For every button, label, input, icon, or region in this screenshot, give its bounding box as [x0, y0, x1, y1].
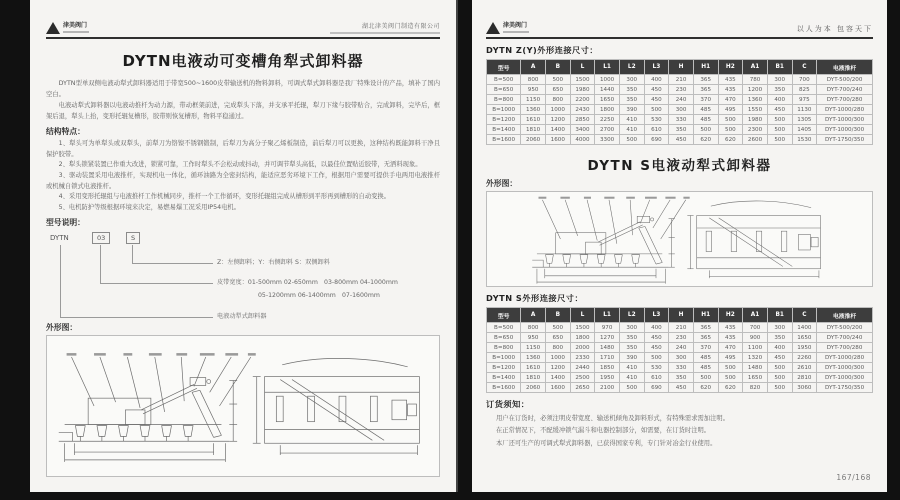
table-cell: 1810 — [521, 125, 546, 135]
table-cell: 500 — [718, 125, 743, 135]
table-cell: 690 — [644, 135, 669, 145]
column-header: H1 — [693, 308, 718, 323]
table-cell: DYT-1750/350 — [817, 135, 873, 145]
table2-heading: DYTN S外形连接尺寸： — [486, 293, 584, 303]
table-cell: 1150 — [521, 95, 546, 105]
table-cell: 300 — [619, 75, 644, 85]
column-header: L3 — [644, 60, 669, 75]
table-cell: 970 — [595, 323, 620, 333]
column-header: L3 — [644, 308, 669, 323]
logo-text: 津美阀门 — [63, 22, 88, 30]
table-cell: 800 — [521, 75, 546, 85]
order-note-3: 本厂还可生产的可调式犁式卸料器，已获得国家专利，专门针对冶金行业使用。 — [496, 439, 717, 447]
table-cell: 300 — [619, 323, 644, 333]
table-row — [487, 75, 873, 85]
table-cell: 2500 — [570, 373, 595, 383]
table-cell: 500 — [767, 363, 792, 373]
table-cell: B=650 — [487, 333, 521, 343]
table-cell: 1810 — [521, 373, 546, 383]
table-cell: 500 — [545, 75, 570, 85]
table-cell: 1650 — [792, 333, 817, 343]
table-cell: 500 — [718, 363, 743, 373]
dimension-table-zy — [486, 59, 873, 145]
table-cell: 620 — [693, 135, 718, 145]
notes-heading: 订货须知： — [486, 399, 530, 409]
table-cell: DYT-1000/300 — [817, 373, 873, 383]
model-prefix: DYTN — [50, 234, 69, 243]
table-row — [487, 333, 873, 343]
table-cell: 610 — [644, 373, 669, 383]
table-row — [487, 105, 873, 115]
table-cell: DYT-700/240 — [817, 85, 873, 95]
table-cell: 620 — [718, 135, 743, 145]
table-cell: 1305 — [792, 115, 817, 125]
table-cell: 450 — [767, 353, 792, 363]
column-header: C — [792, 60, 817, 75]
table-cell: 825 — [792, 85, 817, 95]
table-cell: 780 — [743, 75, 768, 85]
table-cell: 500 — [767, 115, 792, 125]
table-row — [487, 343, 873, 353]
outline-heading-right: 外形图： — [486, 179, 518, 188]
table-cell: 1610 — [521, 115, 546, 125]
table-cell: 485 — [693, 363, 718, 373]
table-cell: 500 — [718, 115, 743, 125]
table-cell: 975 — [792, 95, 817, 105]
table-cell: 390 — [619, 105, 644, 115]
table-cell: 450 — [644, 85, 669, 95]
catalog-page-left — [30, 0, 458, 492]
page-title: DYTN电液动可变槽角犁式卸料器 — [122, 52, 364, 70]
table-cell: 620 — [718, 383, 743, 393]
table-cell: B=500 — [487, 323, 521, 333]
table-cell: 300 — [767, 75, 792, 85]
table-cell: 1650 — [743, 373, 768, 383]
column-header: L1 — [595, 60, 620, 75]
technical-drawing — [487, 192, 872, 286]
table-row — [487, 363, 873, 373]
table-cell: 1360 — [743, 95, 768, 105]
table-cell: 1950 — [595, 373, 620, 383]
table-cell: 1400 — [792, 323, 817, 333]
table-cell: 450 — [644, 333, 669, 343]
table-header-row — [487, 308, 873, 323]
table-cell: DYT-1000/300 — [817, 115, 873, 125]
table-cell: B=800 — [487, 343, 521, 353]
table-cell: 300 — [669, 105, 694, 115]
table-cell: 500 — [619, 135, 644, 145]
table-row — [487, 95, 873, 105]
table-cell: 1150 — [521, 343, 546, 353]
table-cell: 470 — [718, 95, 743, 105]
table-cell: 330 — [669, 363, 694, 373]
company-subtext-line — [330, 32, 440, 34]
model-heading: 型号说明： — [46, 218, 85, 228]
table-cell: 400 — [644, 75, 669, 85]
column-header: B — [545, 60, 570, 75]
dimension-table-s — [486, 307, 873, 393]
column-header: H2 — [718, 60, 743, 75]
table-cell: 3060 — [792, 383, 817, 393]
table-cell: 1710 — [595, 353, 620, 363]
table-cell: 1400 — [545, 125, 570, 135]
table-cell: 410 — [619, 373, 644, 383]
table-row — [487, 353, 873, 363]
page-number: 167/168 — [836, 473, 871, 482]
table-cell: 2250 — [595, 115, 620, 125]
table-cell: 1000 — [595, 75, 620, 85]
table-cell: 1530 — [792, 135, 817, 145]
table-cell: B=800 — [487, 95, 521, 105]
table-cell: 2260 — [792, 353, 817, 363]
table-cell: DYT-700/240 — [817, 333, 873, 343]
company-name: 湖北津美阀门制造有限公司 — [361, 23, 440, 30]
column-header: B — [545, 308, 570, 323]
table-cell: 1480 — [595, 343, 620, 353]
column-header: C — [792, 308, 817, 323]
table-cell: 1610 — [521, 363, 546, 373]
table-cell: 1200 — [743, 85, 768, 95]
table-cell: 500 — [644, 353, 669, 363]
table-cell: DYT-1750/350 — [817, 383, 873, 393]
table-cell: 450 — [669, 135, 694, 145]
table-cell: 450 — [767, 105, 792, 115]
table-cell: 650 — [545, 333, 570, 343]
table-cell: 410 — [619, 125, 644, 135]
table-cell: 485 — [693, 115, 718, 125]
table-cell: 820 — [743, 383, 768, 393]
table-cell: 530 — [644, 115, 669, 125]
features-heading: 结构特点： — [46, 127, 85, 137]
table-cell: 350 — [619, 85, 644, 95]
table-row — [487, 85, 873, 95]
table-cell: 1550 — [743, 105, 768, 115]
table-cell: 350 — [767, 85, 792, 95]
table-cell: 2650 — [570, 383, 595, 393]
table-cell: 435 — [718, 323, 743, 333]
table-cell: 2700 — [595, 125, 620, 135]
table-cell: 1600 — [545, 135, 570, 145]
table-cell: 2060 — [521, 383, 546, 393]
table-cell: 485 — [693, 353, 718, 363]
table-cell: DYT-700/280 — [817, 95, 873, 105]
table-cell: 700 — [792, 75, 817, 85]
table-cell: 3400 — [570, 125, 595, 135]
model-label-width-2: 05-1200mm 06-1400mm 07-1600mm — [258, 292, 380, 300]
table-cell: 1200 — [545, 115, 570, 125]
brand-logo — [486, 22, 529, 34]
table-cell: DYT-1000/300 — [817, 363, 873, 373]
table-cell: 400 — [767, 343, 792, 353]
table-cell: 950 — [521, 333, 546, 343]
table-row — [487, 373, 873, 383]
column-header: A1 — [743, 60, 768, 75]
table-cell: 620 — [693, 383, 718, 393]
intro-paragraph-2: 电液动犁式卸料器以电液动推杆为动力源，带动框架前进，完成犁头下落，并支承平托辊，犁刀下缘与胶带贴合，完成卸料，完毕后，框架后退，犁头上抬，变形托辊复槽形，胶带则恢复槽形，物料平稳通过。 — [46, 102, 440, 120]
table-cell: 2430 — [570, 105, 595, 115]
table-cell: 500 — [718, 373, 743, 383]
table-header-row — [487, 60, 873, 75]
table-cell: 610 — [644, 125, 669, 135]
table-cell: DYT-700/280 — [817, 343, 873, 353]
table-cell: 1440 — [595, 85, 620, 95]
table-cell: 435 — [718, 75, 743, 85]
model-box-width-code: 03 — [92, 232, 110, 244]
table-cell: 1850 — [595, 363, 620, 373]
column-header: H — [669, 308, 694, 323]
table1-heading: DYTN Z(Y)外形连接尺寸： — [486, 45, 599, 55]
column-header: A1 — [743, 308, 768, 323]
table-cell: DYT-500/200 — [817, 323, 873, 333]
page-header — [486, 12, 873, 39]
table-cell: 1800 — [570, 333, 595, 343]
table-cell: 450 — [644, 343, 669, 353]
table-cell: DYT-1000/280 — [817, 353, 873, 363]
table-cell: 2100 — [595, 383, 620, 393]
table-cell: B=1600 — [487, 383, 521, 393]
table-cell: 330 — [669, 115, 694, 125]
table-cell: 1950 — [792, 343, 817, 353]
feature-item-2: 2、犁头锁紧装置已作重大改进，锁紧可靠，工作时犁头不会松动或抖动，并可调节犁头高低，以最佳位置贴近胶带，无洒料现象。 — [58, 161, 422, 169]
page-header — [46, 12, 440, 39]
connector-line — [60, 245, 213, 318]
model-label-product: 电液动犁式卸料器 — [217, 313, 267, 321]
column-header: L — [570, 60, 595, 75]
table-cell: 450 — [669, 383, 694, 393]
model-label-side: Z：左侧卸料；Y：右侧卸料 S：双侧卸料 — [217, 259, 330, 267]
table-cell: 1270 — [595, 333, 620, 343]
company-slogan: 以人为本 包容天下 — [796, 25, 873, 33]
table-cell: 365 — [693, 85, 718, 95]
table-cell: 230 — [669, 85, 694, 95]
table-cell: 300 — [669, 353, 694, 363]
table-cell: 1600 — [545, 383, 570, 393]
table-cell: 1000 — [545, 353, 570, 363]
column-header: A — [521, 308, 546, 323]
logo-triangle-icon — [486, 22, 500, 34]
table-cell: 500 — [767, 383, 792, 393]
model-label-width-1: 皮带宽度：01-500mm 02-650mm 03-800mm 04-1000mm — [217, 279, 398, 287]
table-row — [487, 135, 873, 145]
table-cell: 1360 — [521, 105, 546, 115]
table-cell: 2850 — [570, 115, 595, 125]
table-cell: 435 — [718, 333, 743, 343]
column-header: H — [669, 60, 694, 75]
table-row — [487, 383, 873, 393]
table-cell: 1800 — [595, 105, 620, 115]
table-cell: 1480 — [743, 363, 768, 373]
feature-item-5: 5、电机防护等级根据环境来决定，易燃易爆工况采用IP54电机。 — [58, 203, 240, 211]
table-cell: 410 — [619, 115, 644, 125]
table-cell: 2440 — [570, 363, 595, 373]
table-cell: 2300 — [743, 125, 768, 135]
table-cell: 500 — [644, 105, 669, 115]
table-cell: 1980 — [570, 85, 595, 95]
table-cell: 390 — [619, 353, 644, 363]
table-cell: 495 — [718, 105, 743, 115]
table-cell: 1500 — [570, 323, 595, 333]
table-cell: 950 — [521, 85, 546, 95]
table-cell: 1200 — [545, 363, 570, 373]
table-cell: 1360 — [521, 353, 546, 363]
model-box-side-code: S — [126, 232, 140, 244]
column-header: L1 — [595, 308, 620, 323]
logo-text: 津美阀门 — [503, 22, 528, 30]
feature-item-4: 4、采用变形托辊组与电液推杆工作机械同步，推杆一个工作循环，变形托辊组完成从槽形到平形再到槽形的自动变换。 — [58, 193, 391, 201]
table-cell: 400 — [767, 95, 792, 105]
table-cell: 1320 — [743, 353, 768, 363]
table-cell: B=1000 — [487, 105, 521, 115]
column-header: H1 — [693, 60, 718, 75]
column-header: B1 — [767, 308, 792, 323]
table-cell: 2000 — [570, 343, 595, 353]
table-cell: 495 — [718, 353, 743, 363]
table-cell: 350 — [767, 333, 792, 343]
technical-drawing — [47, 336, 439, 476]
outline-drawing-left — [46, 335, 440, 477]
outline-heading-left: 外形图： — [46, 323, 78, 333]
table-cell: 500 — [767, 373, 792, 383]
table-cell: 350 — [619, 343, 644, 353]
table-cell: 210 — [669, 323, 694, 333]
table-cell: 2610 — [792, 363, 817, 373]
table-row — [487, 323, 873, 333]
column-header: L2 — [619, 308, 644, 323]
table-cell: 410 — [619, 363, 644, 373]
table-cell: 1400 — [545, 373, 570, 383]
table-cell: 3300 — [595, 135, 620, 145]
table-cell: 2810 — [792, 373, 817, 383]
column-header: L2 — [619, 60, 644, 75]
table-cell: 2200 — [570, 95, 595, 105]
table-cell: DYT-500/200 — [817, 75, 873, 85]
table-cell: 500 — [767, 125, 792, 135]
table-cell: 210 — [669, 75, 694, 85]
order-note-2: 在正常情况下，不配缓冲锁气漏斗和电器控制部分，如需要，在订货时注明。 — [496, 427, 711, 435]
table-cell: B=1400 — [487, 125, 521, 135]
intro-paragraph-1: DYTN型单双侧电液动犁式卸料器适用于带宽500~1600皮带输送机的物料卸料，可调式犁式卸料器是我厂特殊设计的产品，填补了国内空白。 — [46, 80, 440, 98]
table-cell: 800 — [521, 323, 546, 333]
column-header: A — [521, 60, 546, 75]
table-cell: B=1000 — [487, 353, 521, 363]
table-cell: 1405 — [792, 125, 817, 135]
table-cell: 500 — [545, 323, 570, 333]
table-cell: 435 — [718, 85, 743, 95]
table-cell: 800 — [545, 95, 570, 105]
table-cell: 700 — [743, 323, 768, 333]
table-cell: 900 — [743, 333, 768, 343]
table-cell: 350 — [619, 95, 644, 105]
feature-item-1: 1、犁头可为单犁头或双犁头，前犁刀为铬镍不锈钢锻制，后犁刀为高分子聚乙烯板制造，前后犁刀可以更换，这种结构既能卸料干净且保护胶带。 — [46, 140, 440, 158]
table-cell: 365 — [693, 333, 718, 343]
table-cell: 4000 — [570, 135, 595, 145]
table-cell: 2600 — [743, 135, 768, 145]
feature-item-3: 3、驱动装置采用电液推杆，实现机电一体化，循环油路为全密封结构，能适应恶劣环境下工作，根据用户需要可提供手电两用电液推杆或机械自锁式电液推杆。 — [46, 172, 440, 190]
brand-logo — [46, 22, 89, 34]
table-cell: 240 — [669, 343, 694, 353]
table-cell: 800 — [545, 343, 570, 353]
logo-subtext-line — [503, 31, 529, 33]
table-cell: DYT-1000/280 — [817, 105, 873, 115]
column-header: 型号 — [487, 60, 521, 75]
table-cell: B=1200 — [487, 363, 521, 373]
table-cell: 365 — [693, 323, 718, 333]
table-cell: 500 — [693, 125, 718, 135]
table-cell: 500 — [619, 383, 644, 393]
table-cell: 2330 — [570, 353, 595, 363]
table-cell: 500 — [693, 373, 718, 383]
table-cell: 530 — [644, 363, 669, 373]
table-cell: 350 — [669, 125, 694, 135]
column-header: 电液推杆 — [817, 60, 873, 75]
table-cell: 690 — [644, 383, 669, 393]
table-cell: 400 — [644, 323, 669, 333]
catalog-page-right — [472, 0, 887, 492]
table-cell: 1100 — [743, 343, 768, 353]
table-cell: 300 — [767, 323, 792, 333]
order-note-1: 用户在订货时，必须注明皮带宽度、输送机倾角及卸料形式，有特殊需求需加注明。 — [496, 415, 729, 422]
column-header: H2 — [718, 308, 743, 323]
logo-triangle-icon — [46, 22, 60, 34]
table-cell: 350 — [619, 333, 644, 343]
table-cell: B=1400 — [487, 373, 521, 383]
table-cell: 1000 — [545, 105, 570, 115]
table-cell: 1650 — [595, 95, 620, 105]
table-cell: 500 — [767, 135, 792, 145]
table-cell: 485 — [693, 105, 718, 115]
table-cell: 230 — [669, 333, 694, 343]
column-header: L — [570, 308, 595, 323]
table-cell: 1980 — [743, 115, 768, 125]
table-cell: 1130 — [792, 105, 817, 115]
table-row — [487, 125, 873, 135]
logo-subtext-line — [63, 31, 89, 33]
table-cell: B=500 — [487, 75, 521, 85]
table-cell: 650 — [545, 85, 570, 95]
table-cell: 2060 — [521, 135, 546, 145]
section-title: DYTN S电液动犁式卸料器 — [587, 158, 772, 174]
table-cell: B=1200 — [487, 115, 521, 125]
table-cell: 1500 — [570, 75, 595, 85]
table-cell: 450 — [644, 95, 669, 105]
column-header: 电液推杆 — [817, 308, 873, 323]
table-cell: 240 — [669, 95, 694, 105]
column-header: B1 — [767, 60, 792, 75]
table-cell: 370 — [693, 343, 718, 353]
table-cell: 370 — [693, 95, 718, 105]
table-cell: B=1600 — [487, 135, 521, 145]
table-cell: 365 — [693, 75, 718, 85]
table-row — [487, 115, 873, 125]
table-cell: 470 — [718, 343, 743, 353]
outline-drawing-right — [486, 191, 873, 287]
table-cell: 350 — [669, 373, 694, 383]
column-header: 型号 — [487, 308, 521, 323]
table-cell: B=650 — [487, 85, 521, 95]
table-cell: DYT-1000/300 — [817, 125, 873, 135]
model-code-diagram — [50, 232, 440, 321]
